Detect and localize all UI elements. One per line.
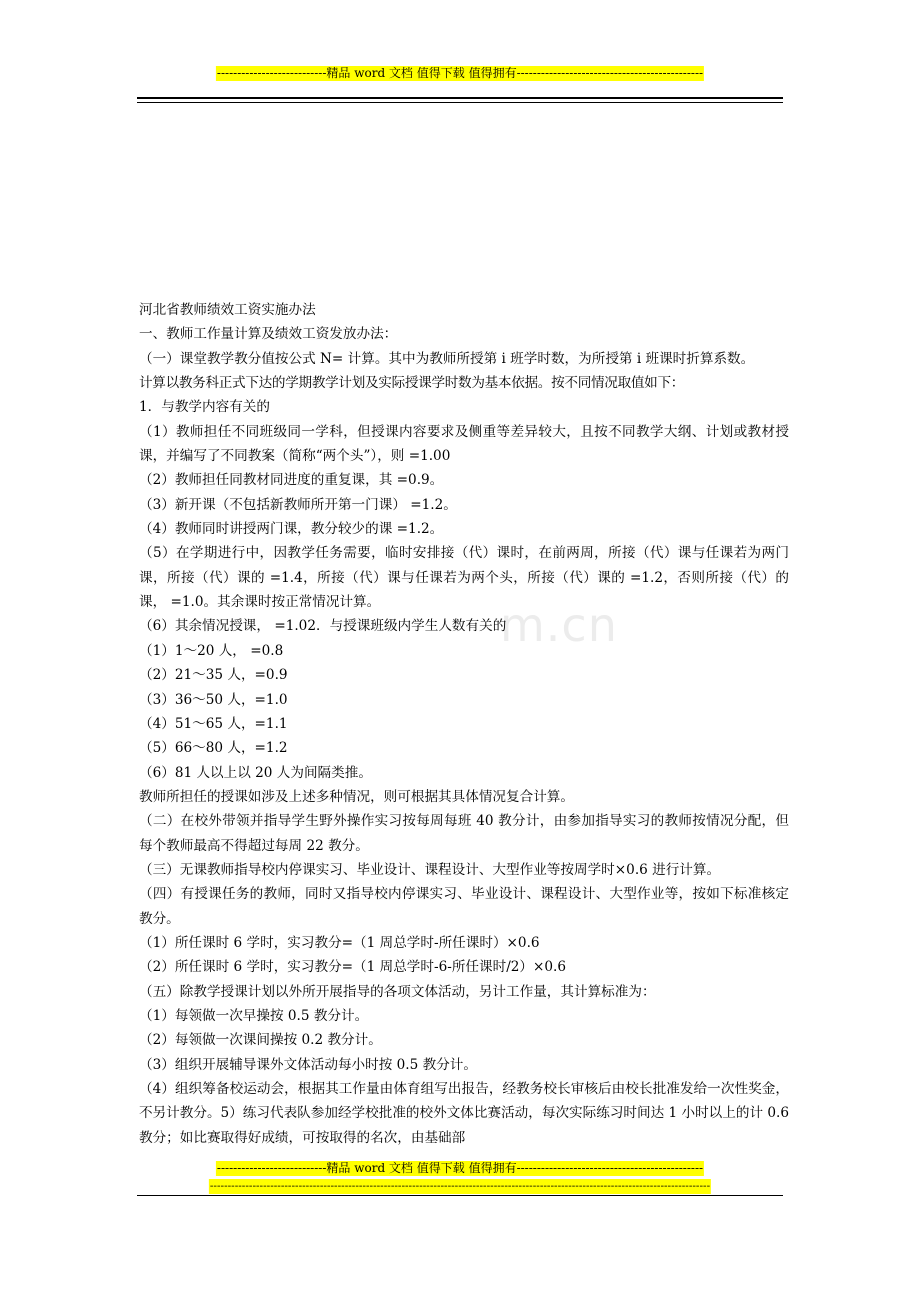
paragraph: （2）21～35 人，=0.9 [139, 667, 288, 684]
paragraph: （6）其余情况授课， =1.02．与授课班级内学生人数有关的 [139, 618, 507, 635]
paragraph: （5）66～80 人，=1.2 [139, 740, 288, 757]
header-rule-thick [137, 97, 783, 99]
paragraph: （五）除教学授课计划以外所开展指导的各项文体活动，另计工作量，其计算标准为： [139, 983, 656, 1000]
paragraph: （1）所任课时 6 学时，实习教分=（1 周总学时-所任课时）×0.6 [139, 934, 540, 951]
watermark: m.cn [500, 598, 618, 652]
paragraph: （3）组织开展辅导课外文体活动每小时按 0.5 教分计。 [139, 1056, 477, 1073]
paragraph: （2）所任课时 6 学时，实习教分=（1 周总学时-6-所任课时/2）×0.6 [139, 959, 567, 976]
paragraph: （3）36～50 人，=1.0 [139, 691, 288, 708]
header-rule-thin [137, 102, 783, 103]
footer-banner: ---------------------------精品 word 文档 值得下载 值得拥有---------------------------------------------- [216, 1161, 704, 1175]
paragraph: （1）每领做一次早操按 0.5 教分计。 [139, 1007, 369, 1024]
paragraph: （3）新开课（不包括新教师所开第一门课） =1.2。 [139, 496, 457, 513]
document-title: 河北省教师绩效工资实施办法 [139, 302, 316, 318]
footer-banner-dashes: --------------------------------------------------------------------------------------------------------------------------------------------- [209, 1180, 711, 1192]
paragraph: （一）课堂教学教分值按公式 N= 计算。其中为教师所授第 i 班学时数，为所授第 i 班课时折算系数。 [139, 350, 755, 367]
paragraph: （2）每领做一次课间操按 0.2 教分计。 [139, 1032, 382, 1049]
paragraph: （1）1～20 人， =0.8 [139, 642, 284, 659]
footer-rule [137, 1195, 783, 1196]
paragraph: （二）在校外带领并指导学生野外操作实习按每周每班 40 教分计，由参加指导实习的教师按情况分配，但每个教师最高不得超过每周 22 教分。 [139, 813, 789, 854]
paragraph: （4）组织筹备校运动会，根据其工作量由体育组写出报告，经教务校长审核后由校长批准发给一次性奖金，不另计教分。5）练习代表队参加经学校批准的校外文体比赛活动，每次实际练习时间达 1 小时以上的计 0.6 教分；如比赛取得好成绩，可按取得的名次，由基础部 [139, 1081, 790, 1146]
paragraph: 计算以教务科正式下达的学期教学计划及实际授课学时数为基本依据。按不同情况取值如下： [139, 375, 685, 392]
paragraph: （三）无课教师指导校内停课实习、毕业设计、课程设计、大型作业等按周学时×0.6 进行计算。 [139, 861, 721, 878]
header-banner: ---------------------------精品 word 文档 值得下载 值得拥有---------------------------------------------- [216, 66, 704, 80]
paragraph: （5）在学期进行中，因教学任务需要，临时安排接（代）课时，在前两周，所接（代）课与任课若为两门课，所接（代）课的 =1.4，所接（代）课与任课若为两个头，所接（代）课的 =1.2，否则所接（代）的课， =1.0。其余课时按正常情况计算。 [139, 545, 789, 611]
document-body [139, 298, 789, 1150]
paragraph: （4）教师同时讲授两门课，教分较少的课 =1.2。 [139, 521, 444, 538]
paragraph: 教师所担任的授课如涉及上述多种情况，则可根据其具体情况复合计算。 [139, 788, 574, 805]
paragraph: 一、教师工作量计算及绩效工资发放办法： [139, 326, 398, 343]
paragraph: （2）教师担任同教材同进度的重复课，其 =0.9。 [139, 472, 444, 489]
paragraph: （6）81 人以上以 20 人为间隔类推。 [139, 764, 372, 781]
paragraph: （1）教师担任不同班级同一学科，但授课内容要求及侧重等差异较大，且按不同教学大纲、计划或教材授课，并编写了不同教案（简称“两个头”），则 =1.00 [139, 423, 789, 465]
paragraph: （4）51～65 人，=1.1 [139, 715, 288, 732]
paragraph: 1．与教学内容有关的 [139, 399, 270, 416]
paragraph: （四）有授课任务的教师，同时又指导校内停课实习、毕业设计、课程设计、大型作业等，按如下标准核定教分。 [139, 886, 789, 927]
